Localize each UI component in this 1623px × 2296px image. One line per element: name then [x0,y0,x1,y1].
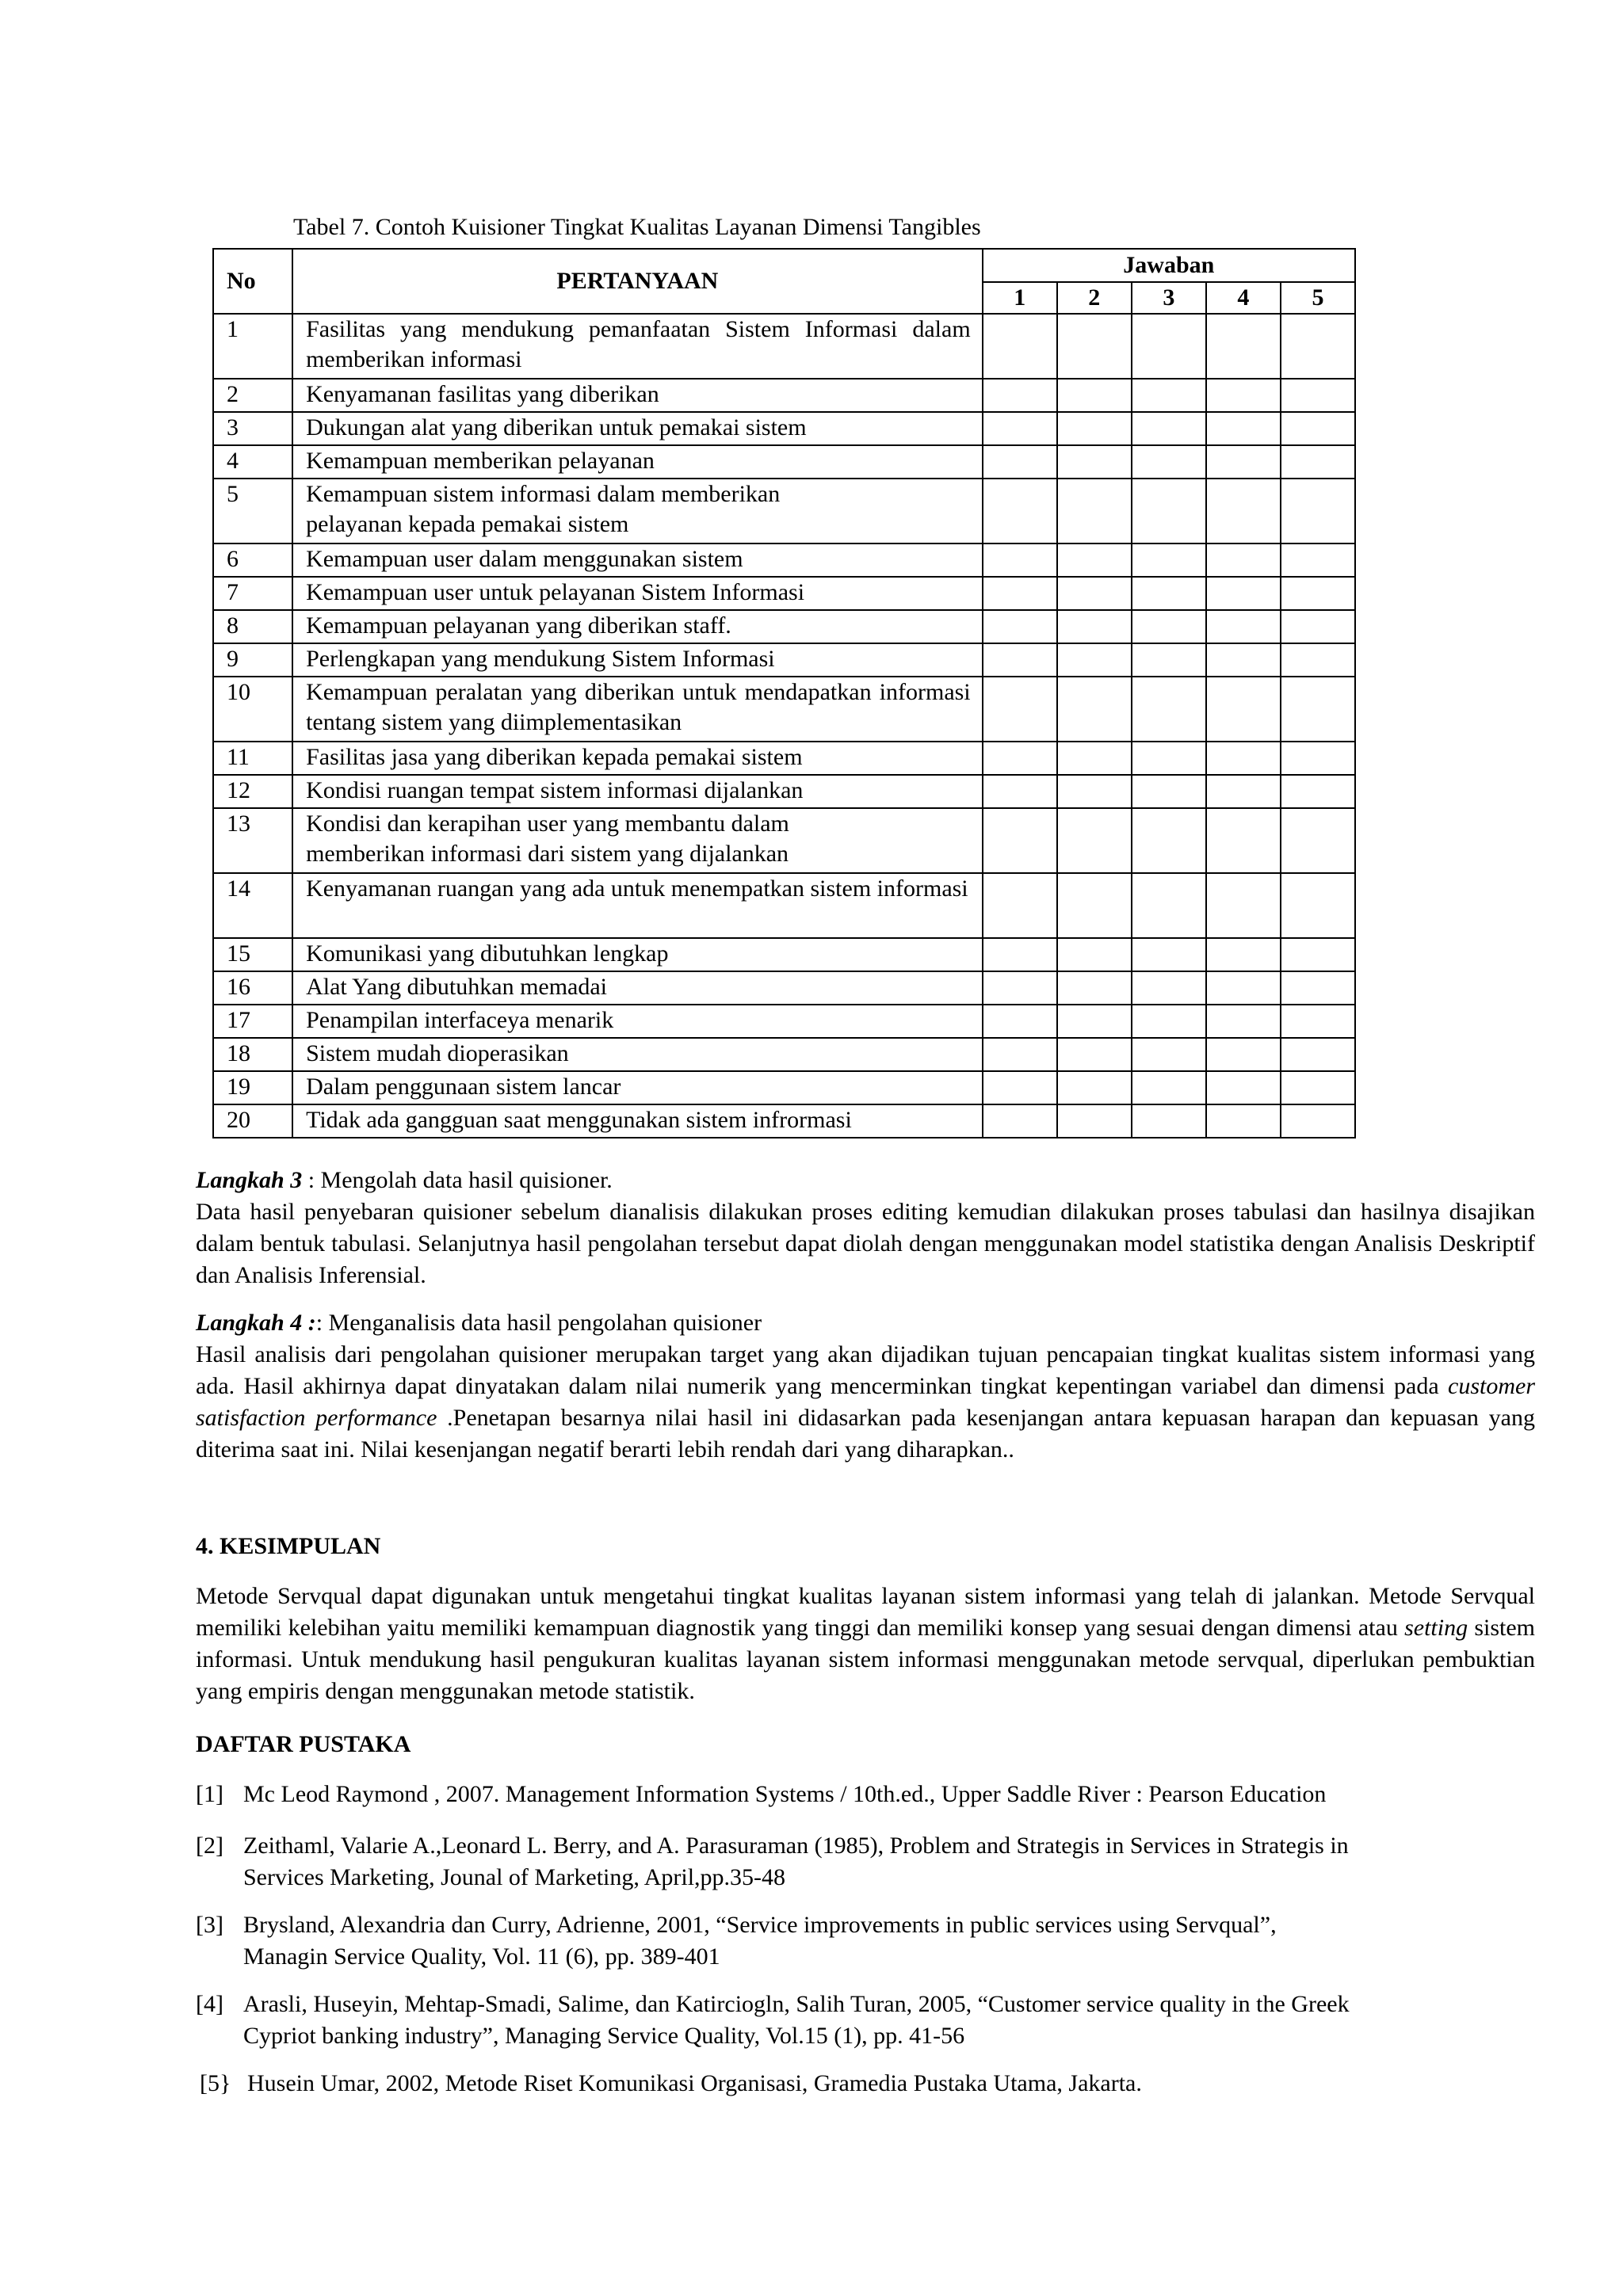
question-text: Perlengkapan yang mendukung Sistem Informasi [292,643,983,677]
answer-cell [1132,543,1206,577]
step3-title: Langkah 3 [196,1167,303,1193]
table-row [213,938,1355,971]
question-text [292,808,983,873]
question-text-wrap: Kenyamanan ruangan yang ada untuk menempatkan sistem informasi [306,875,968,902]
reference-text: Mc Leod Raymond , 2007. Management Information Systems / 10th.ed., Upper Saddle River : Pearson Education [243,1781,1327,1807]
reference-number: [1] [196,1781,223,1807]
answer-cell [1206,643,1281,677]
table-row [213,445,1355,479]
reference-number: [3] [196,1912,223,1938]
table-row [213,1005,1355,1038]
answer-cell [1206,610,1281,643]
row-number: 7 [213,577,292,610]
row-number: 1 [213,314,292,379]
scale-4: 4 [1206,282,1281,314]
question-text-wrap: Kemampuan sistem informasi dalam memberikan pelayanan kepada pemakai sistem [306,481,781,537]
conclusion-section [196,1581,1535,1707]
table-row [213,742,1355,775]
table-caption: Tabel 7. Contoh Kuisioner Tingkat Kualitas Layanan Dimensi Tangibles [293,214,981,240]
references-heading: DAFTAR PUSTAKA [196,1731,411,1757]
step4-title-rest: : Menganalisis data hasil pengolahan quisioner [315,1310,762,1336]
answer-cell [1132,873,1206,938]
answer-cell [1057,479,1132,543]
table-row [213,479,1355,543]
answer-cell [983,1005,1057,1038]
header-no: No [213,249,292,314]
questionnaire-table [212,248,1356,1138]
answer-cell [1206,1038,1281,1071]
answer-cell [1057,775,1132,808]
answer-cell [983,1071,1057,1104]
answer-cell [1206,677,1281,742]
answer-cell [983,314,1057,379]
question-text: Kemampuan user untuk pelayanan Sistem Informasi [292,577,983,610]
answer-cell [1281,610,1355,643]
row-number: 11 [213,742,292,775]
answer-cell [1057,1104,1132,1138]
question-text: Komunikasi yang dibutuhkan lengkap [292,938,983,971]
answer-cell [983,808,1057,873]
answer-cell [1057,412,1132,445]
step4-text-b: .Penetapan besarnya nilai hasil ini didasarkan pada kesenjangan antara kepuasan harapan dan kepuasan yang diterima saat ini. Nilai kesenjangan negatif berarti lebih rendah dari yang diharapkan.. [196,1405,1535,1463]
step3-title-line [196,1165,1535,1196]
question-text-wrap: Kondisi dan kerapihan user yang membantu dalam memberikan informasi dari sistem yang dijalankan [306,810,789,867]
question-text: Dukungan alat yang diberikan untuk pemakai sistem [292,412,983,445]
question-text: Tidak ada gangguan saat menggunakan sistem infrormasi [292,1104,983,1138]
answer-cell [1132,379,1206,412]
answer-cell [983,742,1057,775]
answer-cell [983,1104,1057,1138]
answer-cell [1057,543,1132,577]
reference-number: [2] [196,1833,223,1859]
reference-number: [4] [196,1991,223,2017]
answer-cell [1206,412,1281,445]
step4-text-italic: customer satisfaction performance [196,1373,1535,1431]
answer-cell [1281,412,1355,445]
question-text: Kemampuan peralatan yang diberikan untuk mendapatkan informasi tentang sistem yang diimplementasikan [292,677,983,742]
answer-cell [1132,643,1206,677]
reference-item [196,1779,1535,1810]
question-text: Penampilan interfaceya menarik [292,1005,983,1038]
row-number: 10 [213,677,292,742]
question-text: Kemampuan pelayanan yang diberikan staff. [292,610,983,643]
answer-cell [983,379,1057,412]
row-number: 4 [213,445,292,479]
conclusion-paragraph [196,1581,1535,1707]
reference-item [200,2068,1539,2100]
answer-cell [1206,379,1281,412]
answer-cell [1281,873,1355,938]
step3-title-rest: : Mengolah data hasil quisioner. [302,1167,613,1193]
header-question: PERTANYAAN [292,249,983,314]
table-row [213,412,1355,445]
answer-cell [1281,314,1355,379]
reference-item [196,1830,1535,1894]
table-row [213,775,1355,808]
row-number: 6 [213,543,292,577]
question-text [292,873,983,938]
row-number: 3 [213,412,292,445]
reference-number: [5} [200,2070,231,2096]
answer-cell [1281,938,1355,971]
step4-title: Langkah 4 : [196,1310,316,1336]
answer-cell [1057,1005,1132,1038]
row-number: 18 [213,1038,292,1071]
reference-text-cont: Services Marketing, Jounal of Marketing, April,pp.35-48 [243,1864,786,1890]
answer-cell [1057,1038,1132,1071]
reference-text-cont: Managin Service Quality, Vol. 11 (6), pp. 389-401 [243,1943,720,1970]
answer-cell [1281,971,1355,1005]
answer-cell [1057,873,1132,938]
answer-cell [1057,971,1132,1005]
answer-cell [1057,938,1132,971]
row-number: 16 [213,971,292,1005]
answer-cell [983,677,1057,742]
answer-cell [1132,412,1206,445]
reference-text: Arasli, Huseyin, Mehtap-Smadi, Salime, dan Katirciogln, Salih Turan, 2005, “Customer service quality in the Greek [243,1991,1350,2017]
answer-cell [1057,610,1132,643]
step4-paragraph [196,1339,1535,1466]
conclusion-text-italic: setting [1404,1615,1468,1641]
row-number: 2 [213,379,292,412]
table-row [213,1104,1355,1138]
question-text: Sistem mudah dioperasikan [292,1038,983,1071]
answer-cell [983,577,1057,610]
answer-cell [983,971,1057,1005]
answer-cell [1132,1071,1206,1104]
row-number: 8 [213,610,292,643]
reference-item [196,1909,1535,1973]
answer-cell [1281,775,1355,808]
answer-cell [1206,971,1281,1005]
step4-text-a: Hasil analisis dari pengolahan quisioner merupakan target yang akan dijadikan tujuan pencapaian tingkat kualitas sistem informasi yang ada. Hasil akhirnya dapat dinyatakan dalam nilai numerik yang mencerminkan tingkat kepentingan variabel dan dimensi pada [196,1341,1535,1399]
row-number: 12 [213,775,292,808]
step3-section [196,1165,1535,1291]
answer-cell [983,775,1057,808]
row-number: 20 [213,1104,292,1138]
answer-cell [1281,577,1355,610]
table-row [213,873,1355,938]
conclusion-heading: 4. KESIMPULAN [196,1533,381,1559]
table-row [213,1038,1355,1071]
table-row [213,1071,1355,1104]
answer-cell [1206,445,1281,479]
answer-cell [1206,577,1281,610]
table-row [213,314,1355,379]
answer-cell [1057,643,1132,677]
answer-cell [1132,577,1206,610]
scale-2: 2 [1057,282,1132,314]
answer-cell [1206,873,1281,938]
answer-cell [1132,1005,1206,1038]
answer-cell [983,610,1057,643]
answer-cell [983,938,1057,971]
answer-cell [1206,808,1281,873]
step4-section [196,1307,1535,1466]
answer-cell [1132,479,1206,543]
answer-cell [983,445,1057,479]
question-text: Alat Yang dibutuhkan memadai [292,971,983,1005]
table-row [213,543,1355,577]
question-text: Kemampuan user dalam menggunakan sistem [292,543,983,577]
answer-cell [1281,445,1355,479]
reference-text: Husein Umar, 2002, Metode Riset Komunikasi Organisasi, Gramedia Pustaka Utama, Jakarta. [247,2070,1142,2096]
answer-cell [1281,677,1355,742]
answer-cell [983,643,1057,677]
row-number: 19 [213,1071,292,1104]
question-text: Kenyamanan fasilitas yang diberikan [292,379,983,412]
reference-item [196,1989,1535,2052]
conclusion-text-a: Metode Servqual dapat digunakan untuk mengetahui tingkat kualitas layanan sistem informasi yang telah di jalankan. Metode Servqual memiliki kelebihan yaitu memiliki kemampuan diagnostik yang tinggi dan memiliki konsep yang sesuai dengan dimensi atau [196,1583,1535,1641]
table-row [213,379,1355,412]
table-row [213,577,1355,610]
row-number: 5 [213,479,292,543]
table-row [213,610,1355,643]
answer-cell [1206,938,1281,971]
row-number: 13 [213,808,292,873]
answer-cell [983,1038,1057,1071]
answer-cell [1206,1104,1281,1138]
reference-text-cont: Cypriot banking industry”, Managing Service Quality, Vol.15 (1), pp. 41-56 [243,2023,965,2049]
answer-cell [983,479,1057,543]
scale-3: 3 [1132,282,1206,314]
answer-cell [1057,577,1132,610]
answer-cell [1132,610,1206,643]
answer-cell [1281,1104,1355,1138]
answer-cell [1281,1005,1355,1038]
answer-cell [1281,742,1355,775]
question-text [292,479,983,543]
answer-cell [1206,742,1281,775]
answer-cell [1132,314,1206,379]
answer-cell [1057,445,1132,479]
answer-cell [1132,1038,1206,1071]
answer-cell [1132,677,1206,742]
answer-cell [1206,1071,1281,1104]
header-answer: Jawaban [983,249,1355,282]
step3-paragraph: Data hasil penyebaran quisioner sebelum dianalisis dilakukan proses editing kemudian dilakukan proses tabulasi dan hasilnya disajikan dalam bentuk tabulasi. Selanjutnya hasil pengolahan tersebut dapat diolah dengan menggunakan model statistika dengan Analisis Deskriptif dan Analisis Inferensial. [196,1199,1535,1288]
answer-cell [1132,808,1206,873]
answer-cell [1132,775,1206,808]
answer-cell [1206,775,1281,808]
answer-cell [1206,314,1281,379]
answer-cell [1281,1071,1355,1104]
row-number: 15 [213,938,292,971]
answer-cell [1281,379,1355,412]
answer-cell [1281,543,1355,577]
answer-cell [1206,479,1281,543]
row-number: 17 [213,1005,292,1038]
step4-title-line [196,1307,1535,1339]
answer-cell [1132,742,1206,775]
answer-cell [1057,677,1132,742]
table-row [213,971,1355,1005]
answer-cell [1206,1005,1281,1038]
answer-cell [1132,1104,1206,1138]
conclusion-text-b: sistem informasi. Untuk mendukung hasil pengukuran kualitas layanan sistem informasi menggunakan metode servqual, diperlukan pembuktian yang empiris dengan menggunakan metode statistik. [196,1615,1535,1704]
answer-cell [983,873,1057,938]
answer-cell [983,543,1057,577]
scale-1: 1 [983,282,1057,314]
answer-cell [1132,971,1206,1005]
row-number: 14 [213,873,292,938]
question-text: Fasilitas jasa yang diberikan kepada pemakai sistem [292,742,983,775]
answer-cell [1132,938,1206,971]
reference-text: Zeithaml, Valarie A.,Leonard L. Berry, and A. Parasuraman (1985), Problem and Strategis in Services in Strategis in [243,1833,1349,1859]
table-row [213,643,1355,677]
question-text: Dalam penggunaan sistem lancar [292,1071,983,1104]
answer-cell [1057,1071,1132,1104]
answer-cell [1057,808,1132,873]
question-text: Fasilitas yang mendukung pemanfaatan Sistem Informasi dalam memberikan informasi [292,314,983,379]
question-text: Kemampuan memberikan pelayanan [292,445,983,479]
scale-5: 5 [1281,282,1355,314]
row-number: 9 [213,643,292,677]
table-row [213,677,1355,742]
answer-cell [1206,543,1281,577]
answer-cell [1057,742,1132,775]
answer-cell [1281,479,1355,543]
answer-cell [1281,808,1355,873]
answer-cell [1281,643,1355,677]
table-row [213,808,1355,873]
answer-cell [1281,1038,1355,1071]
answer-cell [1132,445,1206,479]
answer-cell [1057,314,1132,379]
answer-cell [1057,379,1132,412]
question-text: Kondisi ruangan tempat sistem informasi dijalankan [292,775,983,808]
answer-cell [983,412,1057,445]
reference-text: Brysland, Alexandria dan Curry, Adrienne, 2001, “Service improvements in public services using Servqual”, [243,1912,1277,1938]
